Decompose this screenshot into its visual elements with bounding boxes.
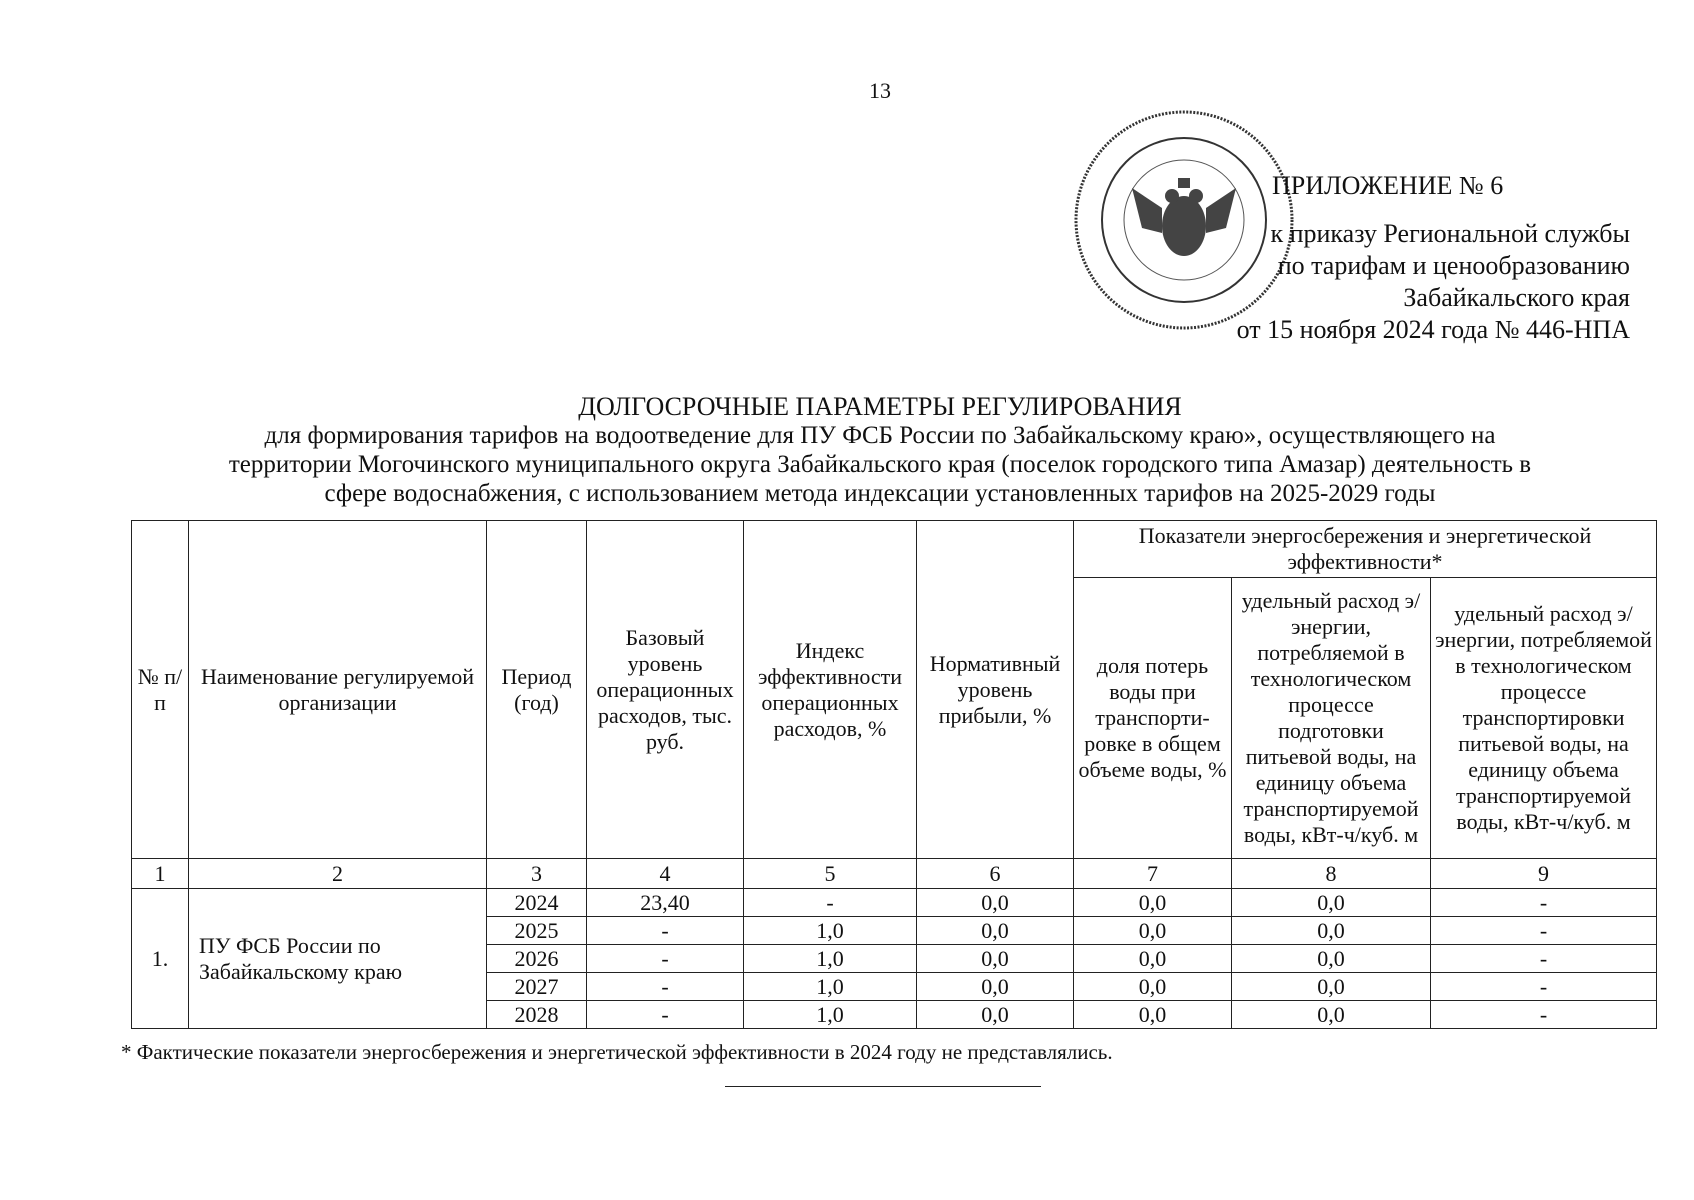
header-profit-level: Нормативный уровень прибыли, % <box>917 521 1074 859</box>
column-number-row <box>132 859 1657 889</box>
cell-prep: 0,0 <box>1232 1001 1431 1029</box>
appendix-line: по тарифам и ценообразованию <box>1277 251 1630 280</box>
header-water-losses: доля потерь воды при транспорти-ровке в общем объеме воды, % <box>1074 578 1232 859</box>
cell-profit: 0,0 <box>917 917 1074 945</box>
cell-losses: 0,0 <box>1074 945 1232 973</box>
column-number: 6 <box>917 859 1074 889</box>
cell-transport: - <box>1431 889 1657 917</box>
cell-base: - <box>587 917 744 945</box>
cell-index: 1,0 <box>744 1001 917 1029</box>
cell-index: 1,0 <box>744 945 917 973</box>
column-number: 9 <box>1431 859 1657 889</box>
header-org: Наименование регулируемой организации <box>189 521 487 859</box>
header-energy-group: Показатели энергосбережения и энергетической эффективности* <box>1074 521 1657 578</box>
cell-year: 2027 <box>487 973 587 1001</box>
header-energy-preparation: удельный расход э/энергии, потребляемой в технологическом процессе подготовки питьевой воды, на единицу объема транспортируемой воды, кВт-ч/куб. м <box>1232 578 1431 859</box>
cell-transport: - <box>1431 917 1657 945</box>
footnote: * Фактические показатели энергосбережения и энергетической эффективности в 2024 году не представлялись. <box>121 1040 1113 1064</box>
cell-profit: 0,0 <box>917 945 1074 973</box>
cell-index: - <box>744 889 917 917</box>
heading-line: территории Могочинского муниципального округа Забайкальского края (поселок городского типа Амазар) деятельность в <box>228 451 1532 478</box>
header-num: № п/п <box>132 521 189 859</box>
cell-profit: 0,0 <box>917 889 1074 917</box>
column-number: 1 <box>132 859 189 889</box>
header-efficiency-index: Индекс эффективности операционных расходов, % <box>744 521 917 859</box>
cell-base: - <box>587 1001 744 1029</box>
heading-line: для формирования тарифов на водоотведение для ПУ ФСБ России по Забайкальскому краю», осуществляющего на <box>264 422 1496 449</box>
appendix-line: Забайкальского края <box>1403 283 1630 312</box>
cell-prep: 0,0 <box>1232 917 1431 945</box>
page-number: 13 <box>869 78 891 103</box>
closing-rule <box>725 1086 1041 1087</box>
cell-losses: 0,0 <box>1074 917 1232 945</box>
document-heading <box>110 392 1650 508</box>
cell-transport: - <box>1431 973 1657 1001</box>
cell-base: - <box>587 945 744 973</box>
cell-year: 2025 <box>487 917 587 945</box>
cell-year: 2024 <box>487 889 587 917</box>
heading-line: сфере водоснабжения, с использованием метода индексации установленных тарифов на 2025-2029 годы <box>324 480 1436 507</box>
cell-transport: - <box>1431 945 1657 973</box>
cell-losses: 0,0 <box>1074 1001 1232 1029</box>
cell-year: 2026 <box>487 945 587 973</box>
appendix-title: ПРИЛОЖЕНИЕ № 6 <box>1272 171 1504 200</box>
appendix-line: к приказу Региональной службы <box>1270 219 1630 248</box>
cell-base: - <box>587 973 744 1001</box>
column-number: 4 <box>587 859 744 889</box>
appendix-block <box>1170 170 1630 346</box>
cell-profit: 0,0 <box>917 973 1074 1001</box>
cell-base: 23,40 <box>587 889 744 917</box>
cell-prep: 0,0 <box>1232 973 1431 1001</box>
column-number: 3 <box>487 859 587 889</box>
seal-ogrn <box>0 0 1 1</box>
column-number: 2 <box>189 859 487 889</box>
table-row <box>132 889 1657 917</box>
cell-losses: 0,0 <box>1074 889 1232 917</box>
org-name: ПУ ФСБ России по Забайкальскому краю <box>189 889 487 1029</box>
header-base-costs: Базовый уровень операционных расходов, тыс. руб. <box>587 521 744 859</box>
column-number: 5 <box>744 859 917 889</box>
column-number: 7 <box>1074 859 1232 889</box>
header-period: Период (год) <box>487 521 587 859</box>
parameters-table <box>131 520 1657 1029</box>
header-energy-transport: удельный расход э/энергии, потребляемой в технологическом процессе транспортировки питьевой воды, на единицу объема транспортируемой воды, кВт-ч/куб. м <box>1431 578 1657 859</box>
cell-index: 1,0 <box>744 917 917 945</box>
document-title: ДОЛГОСРОЧНЫЕ ПАРАМЕТРЫ РЕГУЛИРОВАНИЯ <box>578 392 1182 421</box>
cell-transport: - <box>1431 1001 1657 1029</box>
cell-prep: 0,0 <box>1232 889 1431 917</box>
header-row <box>132 521 1657 578</box>
appendix-line: от 15 ноября 2024 года № 446-НПА <box>1236 315 1630 344</box>
org-number: 1. <box>132 889 189 1029</box>
cell-losses: 0,0 <box>1074 973 1232 1001</box>
cell-year: 2028 <box>487 1001 587 1029</box>
cell-profit: 0,0 <box>917 1001 1074 1029</box>
column-number: 8 <box>1232 859 1431 889</box>
cell-index: 1,0 <box>744 973 917 1001</box>
cell-prep: 0,0 <box>1232 945 1431 973</box>
